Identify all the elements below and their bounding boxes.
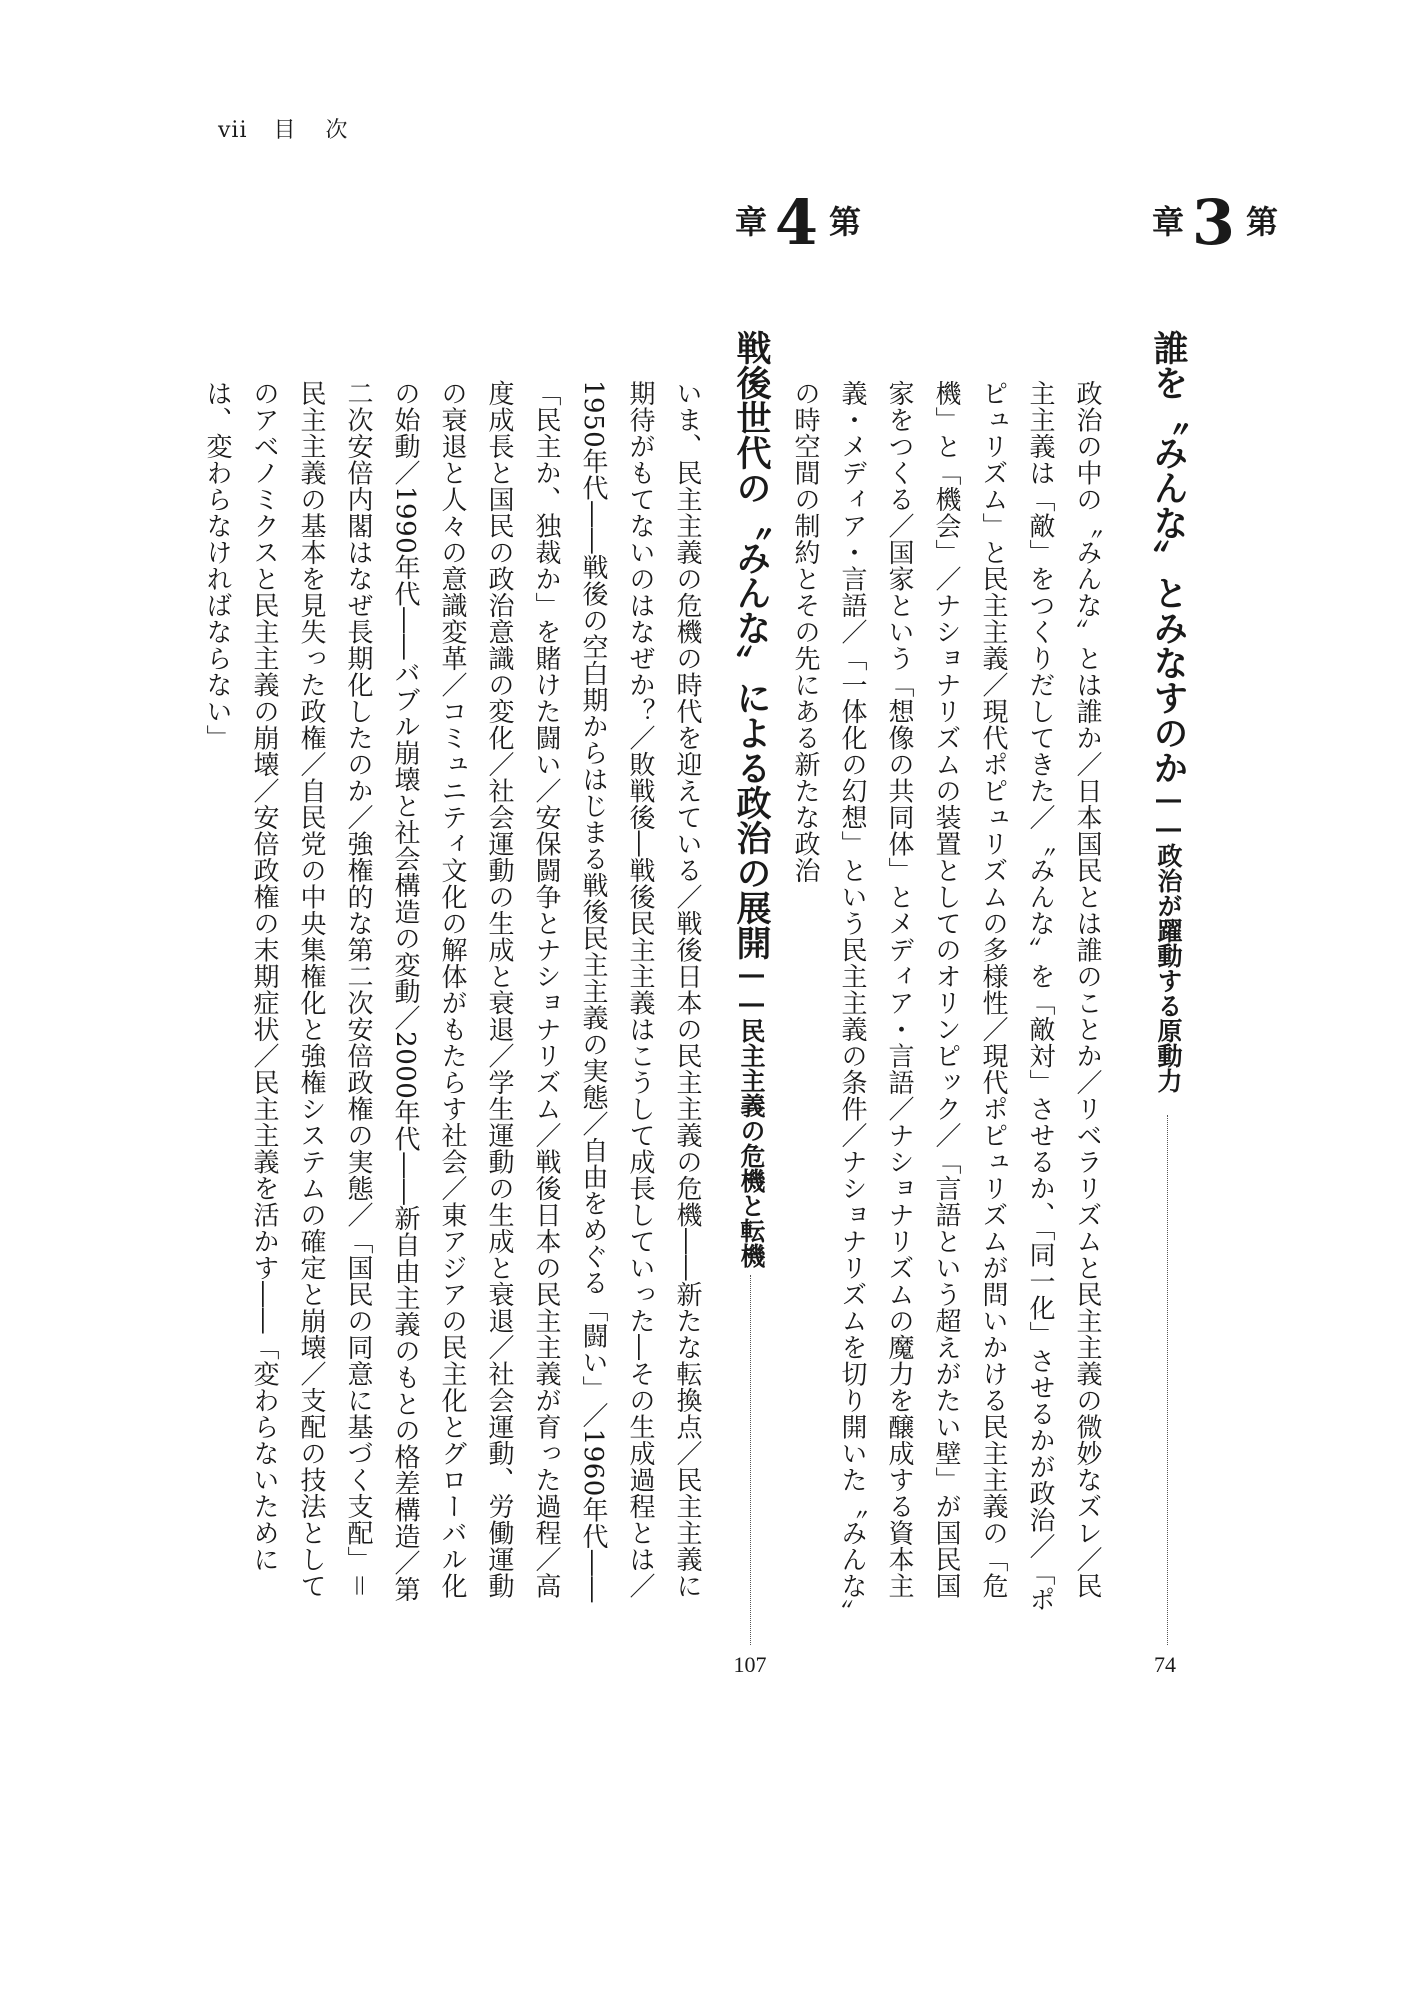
running-head-title: 目次 bbox=[273, 118, 378, 143]
chapter-4-leader-dots bbox=[750, 1275, 751, 1645]
chapter-3-title: 誰を〝みんな〟とみなすのか bbox=[1148, 330, 1188, 785]
chapter-4-number: 4 bbox=[760, 186, 833, 259]
chapter-4-page-number[interactable]: 107 bbox=[733, 1652, 767, 1677]
chapter-4-heading[interactable] bbox=[731, 330, 771, 1268]
chapter-3-page-number[interactable]: 74 bbox=[1154, 1652, 1176, 1677]
chapter-4-contents: いま、民主主義の危機の時代を迎えている／戦後日本の民主主義の危機――新たな転換点／民主主義に期待がもてないのはなぜか？／敗戦後―戦後民主主義はこうして成長していった―その生成過程とは／1950年代――戦後の空白期からはじまる戦後民主主義の実態／自由をめぐる「闘い」／1960年代――「民主か、独裁か」を賭けた闘い／安保闘争とナショナリズム／戦後日本の民主主義が育った過程／高度成長と国民の政治意識の変化／社会運動の生成と衰退／学生運動の生成と衰退／社会運動、労働運動の衰退と人々の意識変革／コミュニティ文化の解体がもたらす社会／東アジアの民主化とグローバル化の始動／1990年代――バブル崩壊と社会構造の変動／2000年代――新自由主義のもとの格差構造／第二次安倍内閣はなぜ長期化したのか／強権的な第二次安倍政権の実態／「国民の同意に基づく支配」＝民主主義の基本を見失った政権／自民党の中央集権化と強権システムの確定と崩壊／支配の技法としてのアベノミクスと民主主義の崩壊／安倍政権の末期症状／民主主義を活かす――「変わらないためには、変わらなければならない」 bbox=[202, 380, 702, 1603]
chapter-4-label: 第 4 章 bbox=[730, 186, 862, 259]
chapter-3-heading[interactable] bbox=[1148, 330, 1188, 1093]
page-numeral: vii bbox=[218, 118, 248, 143]
chapter-3-label: 第 3 章 bbox=[1147, 186, 1279, 259]
chapter-3-subtitle: ――政治が躍動する原動力 bbox=[1154, 785, 1183, 1093]
running-head bbox=[218, 113, 378, 144]
chapter-3-contents: 政治の中の〝みんな〟とは誰か／日本国民とは誰のことか／リベラリズムと民主主義の微妙なズレ／民主主義は「敵」をつくりだしてきた／〝みんな〟を「敵対」させるか、「同一化」させるかが政治／「ポピュリズム」と民主主義／現代ポピュリズムの多様性／現代ポピュリズムが問いかける民主主義の「危機」と「機会」／ナショナリズムの装置としてのオリンピック／「言語という超えがたい壁」が国民国家をつくる／国家という「想像の共同体」とメディア・言語／ナショナリズムの魔力を醸成する資本主義・メディア・言語／「一体化の幻想」という民主主義の条件／ナショナリズムを切り開いた〝みんな〟の時空間の制約とその先にある新たな政治 bbox=[790, 380, 1102, 1613]
chapter-3-leader-dots bbox=[1167, 1115, 1168, 1645]
chapter-4-title: 戦後世代の〝みんな〟による政治の展開 bbox=[731, 330, 771, 960]
chapter-3-number: 3 bbox=[1177, 186, 1250, 259]
chapter-4-subtitle: ――民主主義の危機と転機 bbox=[737, 960, 766, 1268]
